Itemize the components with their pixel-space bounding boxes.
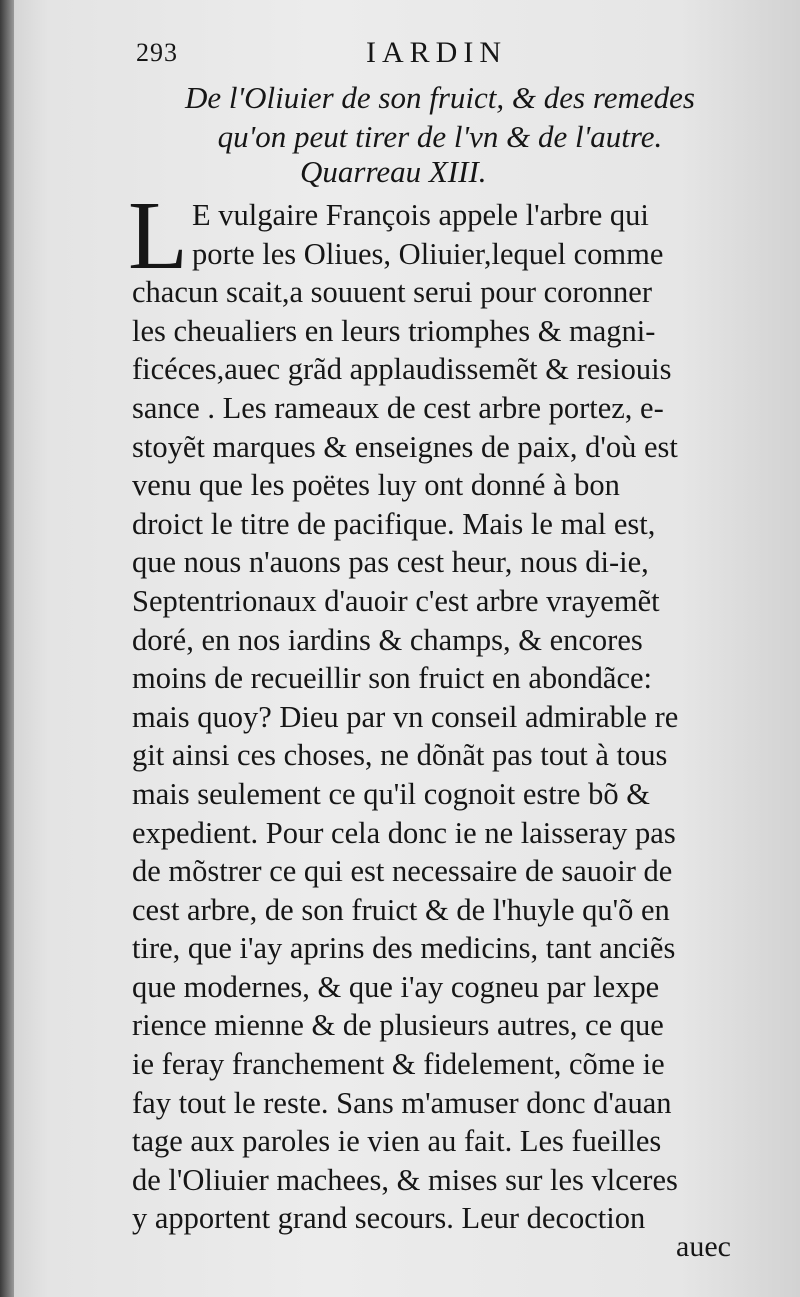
text-line: chacun scait,a souuent serui pour coronner <box>132 275 653 310</box>
text-line: rience mienne & de plusieurs autres, ce que <box>132 1008 664 1043</box>
text-line: cest arbre, de son fruict & de l'huyle qu'õ en <box>132 892 670 927</box>
page-number: 293 <box>136 38 178 67</box>
heading-line: De l'Oliuier de son fruict, & des remedes <box>184 80 695 115</box>
text-line: sance . Les rameaux de cest arbre portez, e- <box>132 390 664 425</box>
text-line: expedient. Pour cela donc ie ne laisseray pas <box>132 815 676 850</box>
text-line: moins de recueillir son fruict en abondãce: <box>132 661 653 696</box>
heading-line: qu'on peut tirer de l'vn & de l'autre. <box>217 119 663 154</box>
text-line: de mõstrer ce qui est necessaire de sauoir de <box>132 854 673 889</box>
text-line: fay tout le reste. Sans m'amuser donc d'auan <box>132 1085 672 1120</box>
body-text <box>132 196 752 1238</box>
text-line: tage aux paroles ie vien au fait. Les fueilles <box>132 1124 662 1159</box>
text-line: droict le titre de pacifique. Mais le mal est, <box>132 506 656 541</box>
running-head <box>130 30 750 70</box>
text-line: mais seulement ce qu'il cognoit estre bõ & <box>132 776 650 811</box>
text-line: mais quoy? Dieu par vn conseil admirable re <box>132 699 679 734</box>
text-line: git ainsi ces choses, ne dõnãt pas tout à tous <box>132 738 668 773</box>
text-line: que modernes, & que i'ay cogneu par lexpe <box>132 969 660 1004</box>
text-line: y apportent grand secours. Leur decoction <box>132 1201 646 1236</box>
text-line: tire, que i'ay aprins des medicins, tant anciẽs <box>132 931 676 966</box>
text-line: porte les Oliues, Oliuier,lequel comme <box>192 236 664 271</box>
text-line: que nous n'auons pas cest heur, nous di-ie, <box>132 545 649 580</box>
section-label: Quarreau XIII. <box>300 154 487 189</box>
text-line: les cheualiers en leurs triomphes & magni- <box>132 313 656 348</box>
running-title: IARDIN <box>366 36 507 69</box>
page-edge-shadow <box>0 0 14 1297</box>
text-line: E vulgaire François appele l'arbre qui <box>192 198 649 232</box>
text-line: Septentrionaux d'auoir c'est arbre vrayemẽt <box>132 583 660 618</box>
text-line: stoyẽt marques & enseignes de paix, d'où est <box>132 429 678 464</box>
text-line: doré, en nos iardins & champs, & encores <box>132 622 643 657</box>
catchword: auec <box>676 1230 731 1263</box>
drop-cap: L <box>128 182 188 290</box>
text-line: venu que les poëtes luy ont donné à bon <box>132 468 620 503</box>
text-line: de l'Oliuier machees, & mises sur les vlceres <box>132 1162 678 1197</box>
text-line: ficéces,auec grãd applaudissemẽt & resiouis <box>132 352 672 387</box>
text-line: ie feray franchement & fidelement, cõme ie <box>132 1047 665 1082</box>
chapter-heading <box>130 78 750 156</box>
